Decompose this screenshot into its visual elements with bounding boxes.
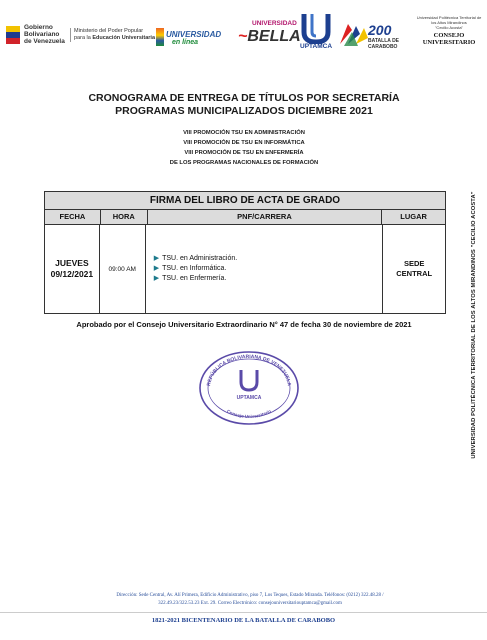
page-title: CRONOGRAMA DE ENTREGA DE TÍTULOS POR SECRETARÍA PROGRAMAS MUNICIPALIZADOS DICIEMBRE 2021: [88, 92, 400, 117]
ministerio-logo-text: Ministerio del Poder Popular para la Educación Universitaria: [70, 28, 162, 42]
header-lugar: LUGAR: [400, 212, 427, 221]
list-item: ▶ TSU. en Administración.: [153, 255, 238, 262]
promotion-item: VIII PROMOCIÓN DE TSU EN ENFERMERÍA: [184, 150, 304, 156]
uptamca-logo: UPTAMCA: [296, 12, 336, 52]
arrow-bullet-icon: ▶: [153, 275, 160, 282]
list-item: ▶ TSU. en Informática.: [153, 265, 227, 272]
table-row: [45, 225, 445, 313]
carabobo-emblem-icon: [338, 20, 370, 48]
header-fecha: FECHA: [45, 210, 101, 224]
uptamca-u-icon: [296, 12, 336, 44]
header-pnf-carrera: PNF/CARRERA: [148, 210, 382, 224]
list-item: ▶ TSU. en Enfermería.: [153, 275, 227, 282]
promotion-item: DE LOS PROGRAMAS NACIONALES DE FORMACIÓN: [169, 160, 319, 166]
bicentenario-200-logo: 200 BATALLA DE CARABOBO: [338, 20, 370, 48]
universidad-bella-logo: UNIVERSIDAD ~BELLA: [238, 20, 301, 45]
consejo-universitario-logo: Universidad Politécnica Territorial de los Altos Mirandinos "Cecilio Acosta" CONSEJO UNIVERSITARIO: [416, 15, 482, 46]
ubv-logo: UNIVERSIDAD en línea: [156, 24, 216, 50]
promotion-list: [60, 128, 428, 168]
arrow-bullet-icon: ▶: [153, 265, 160, 272]
promotion-item: VIII PROMOCIÓN DE TSU EN INFORMÁTICA: [183, 140, 305, 146]
svg-text:Consejo Universitario: Consejo Universitario: [226, 408, 272, 420]
gobierno-logo-text: Gobierno Bolivariano de Venezuela: [24, 24, 65, 45]
header-hora: HORA: [101, 210, 148, 224]
cell-hora: 09:00 AM: [100, 225, 146, 313]
side-university-name: UNIVERSIDAD POLITÉCNICA TERRITORIAL DE LOS ALTOS MIRANDINOS "CECILIO ACOSTA": [471, 191, 477, 459]
arrow-bullet-icon: ▶: [153, 255, 160, 262]
cell-fecha: JUEVES 09/12/2021: [45, 225, 100, 313]
svg-text:UPTAMCA: UPTAMCA: [236, 395, 262, 401]
schedule-table: [44, 191, 446, 314]
footer-bicentenario: 1821-2021 BICENTENARIO DE LA BATALLA DE CARABOBO: [151, 617, 336, 624]
approval-note: Aprobado por el Consejo Universitario Extraordinario N° 47 de fecha 30 de noviembre de 2021: [76, 320, 412, 329]
cell-lugar: SEDE CENTRAL: [396, 259, 433, 278]
cell-carreras: [146, 225, 384, 313]
svg-text:REPÚBLICA BOLIVARIANA DE VENEZ: REPÚBLICA BOLIVARIANA DE VENEZUELA: [206, 353, 292, 387]
stamp-seal-icon: [198, 350, 300, 426]
promotion-item: VIII PROMOCIÓN TSU EN ADMINISTRACIÓN: [183, 130, 305, 136]
table-header-row: [45, 210, 445, 225]
footer-address: Dirección: Sede Central, Av. Alí Primera, Edificio Administrativo, piso 7, Los Teques, Estado Miranda. Teléfonos: (0212) 322.48.28 / 322.49.23/322.53.23 Ext. 29. Correo Electrónico: consejouniversitariouptamca@gmail.com: [116, 593, 384, 606]
venezuela-flag-icon: [6, 26, 20, 44]
table-title: FIRMA DEL LIBRO DE ACTA DE GRADO: [45, 192, 445, 210]
footer-divider: [0, 612, 487, 613]
official-stamp: [198, 350, 300, 426]
